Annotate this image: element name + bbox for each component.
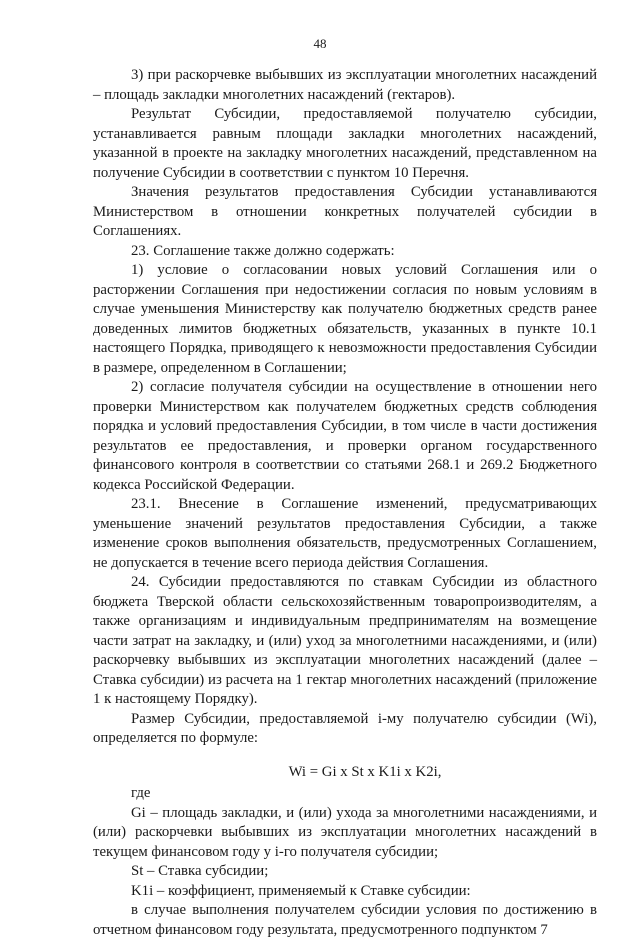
page-number: 48 bbox=[313, 36, 327, 51]
definition-k1i-condition: в случае выполнения получателем субсидии условия по достижению в отчетном финансовом году результата, предусмотренного подпунктом 7 bbox=[93, 902, 597, 938]
paragraph-clause-23-1: 23.1. Внесение в Соглашение изменений, предусматривающих уменьшение значений результатов предоставления Субсидии, а также изменение сроков выполнения обязательств, предусмотренных Соглашением, не допускается в течение всего периода действия Соглашения. bbox=[93, 496, 597, 571]
paragraph-clause-24: 24. Субсидии предоставляются по ставкам Субсидии из областного бюджета Тверской области сельскохозяйственным товаропроизводителям, а также организациям и индивидуальным предпринимателям на возмещение части затрат на закладку, и (или) уход за многолетними насаждениями, и (или) раскорчевку выбывших из эксплуатации многолетних насаждений (далее – Ставка субсидии) из расчета на 1 гектар многолетних насаждений (приложение 1 к настоящему Порядку). bbox=[93, 574, 597, 707]
definition-st: St – Ставка субсидии; bbox=[131, 863, 269, 879]
paragraph-item-3: 3) при раскорчевке выбывших из эксплуатации многолетних насаждений – площадь закладки многолетних насаждений (гектаров). bbox=[93, 67, 597, 103]
paragraph-clause-23-item-2: 2) согласие получателя субсидии на осуществление в отношении него проверки Министерством как получателем бюджетных средств соблюдения порядка и условий предоставления Субсидии, в том числе в части достижения результатов ее предоставления, и проверки органом государственного финансового контроля в соответствии со статьями 268.1 и 269.2 Бюджетного кодекса Российской Федерации. bbox=[93, 379, 597, 493]
formula-where-label: где bbox=[131, 785, 151, 801]
definition-k1i: K1i – коэффициент, применяемый к Ставке субсидии: bbox=[131, 882, 471, 899]
paragraph-subsidy-size: Размер Субсидии, предоставляемой i-му получателю субсидии (Wi), определяется по формуле: bbox=[93, 710, 597, 746]
document-body bbox=[93, 66, 597, 940]
paragraph-subsidy-result: Результат Субсидии, предоставляемой получателю субсидии, устанавливается равным площади закладки многолетних насаждений, указанной в проекте на закладку многолетних насаждений, представленном на получение Субсидии в соответствии с пунктом 10 Перечня. bbox=[93, 106, 597, 181]
paragraph-clause-23-item-1: 1) условие о согласовании новых условий Соглашения или о расторжении Соглашения при недостижении согласия по новым условиям в случае уменьшения Министерству как получателю бюджетных средств ранее доведенных лимитов бюджетных обязательств, указанных в пункте 10.1 настоящего Порядка, приводящего к невозможности предоставления Субсидии в размере, определенном в Соглашении; bbox=[93, 262, 597, 376]
definition-gi: Gi – площадь закладки, и (или) ухода за многолетними насаждениями, и (или) раскорчевки выбывших из эксплуатации многолетних насаждений в текущем финансовом году у i-го получателя субсидии; bbox=[93, 804, 597, 860]
formula: Wi = Gi x St x K1i x K2i, bbox=[288, 763, 442, 780]
paragraph-clause-23: 23. Соглашение также должно содержать: bbox=[131, 242, 395, 259]
paragraph-result-values: Значения результатов предоставления Субсидии устанавливаются Министерством в отношении конкретных получателей субсидии в Соглашениях. bbox=[93, 184, 597, 239]
